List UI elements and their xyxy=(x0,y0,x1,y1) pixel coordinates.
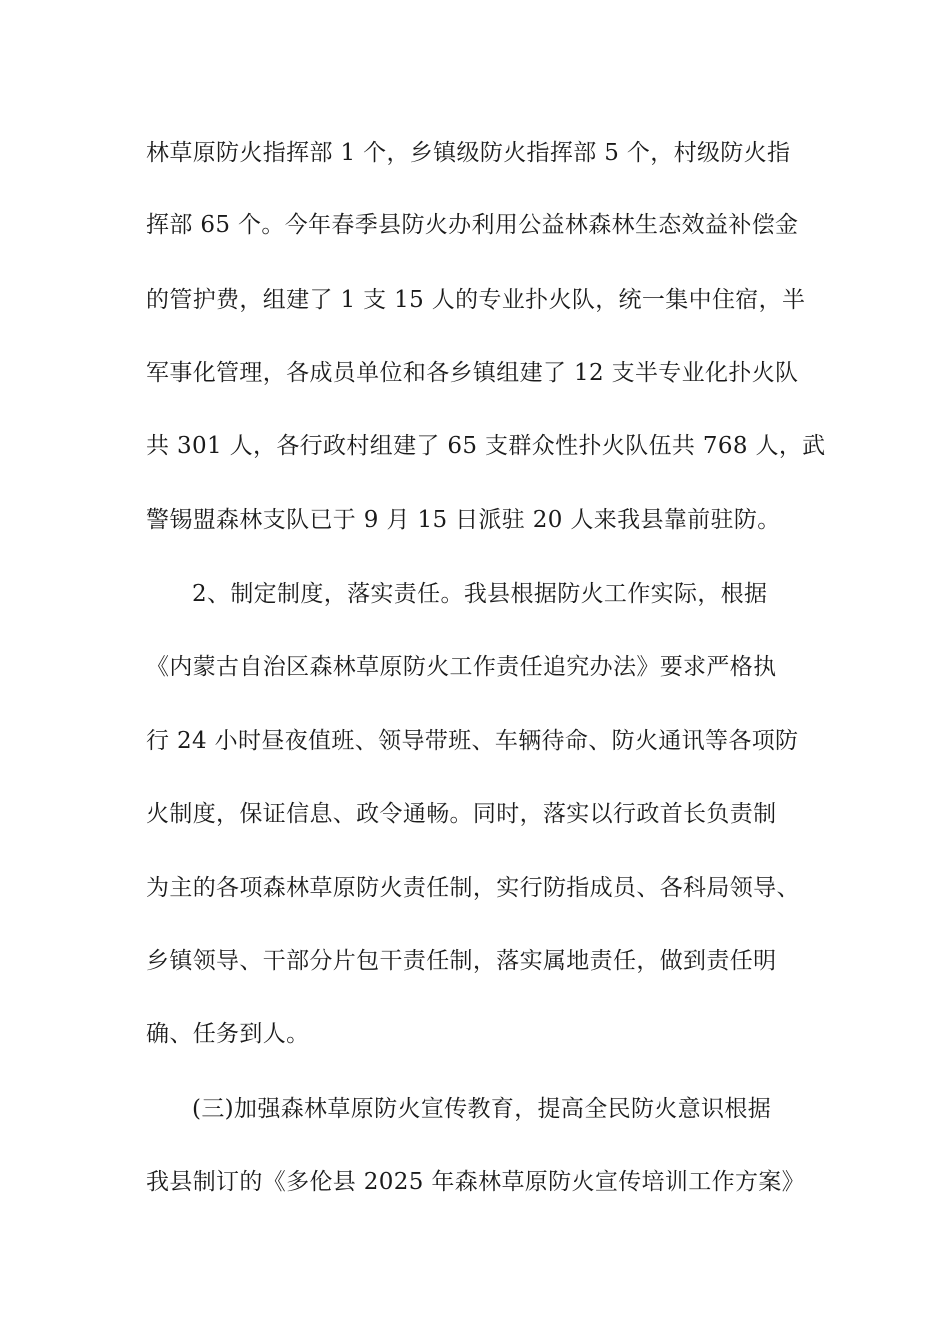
text-line-10: 火制度，保证信息、政令通畅。同时，落实以行政首长负责制 xyxy=(146,801,777,827)
text-line-12: 乡镇领导、干部分片包干责任制，落实属地责任，做到责任明 xyxy=(146,948,777,974)
text-line-5: 共 301 人，各行政村组建了 65 支群众性扑火队伍共 768 人，武 xyxy=(146,433,826,459)
text-line-9: 行 24 小时昼夜值班、领导带班、车辆待命、防火通讯等各项防 xyxy=(146,728,799,754)
text-line-8: 《内蒙古自治区森林草原防火工作责任追究办法》要求严格执 xyxy=(146,654,777,680)
paragraph-heading-2: 2、制定制度，落实责任。我县根据防火工作实际，根据 xyxy=(192,581,768,607)
section-heading-3: (三)加强森林草原防火宣传教育，提高全民防火意识根据 xyxy=(192,1096,772,1122)
text-line-6: 警锡盟森林支队已于 9 月 15 日派驻 20 人来我县靠前驻防。 xyxy=(146,507,781,533)
text-line-2: 挥部 65 个。今年春季县防火办利用公益林森林生态效益补偿金 xyxy=(146,212,799,238)
text-line-15: 我县制订的《多伦县 2025 年森林草原防火宣传培训工作方案》 xyxy=(146,1169,806,1195)
text-line-11: 为主的各项森林草原防火责任制，实行防指成员、各科局领导、 xyxy=(146,875,800,901)
text-line-13: 确、任务到人。 xyxy=(146,1021,310,1047)
text-line-4: 军事化管理，各成员单位和各乡镇组建了 12 支半专业化扑火队 xyxy=(146,360,799,386)
text-line-1: 林草原防火指挥部 1 个，乡镇级防火指挥部 5 个，村级防火指 xyxy=(146,140,791,166)
text-line-3: 的管护费，组建了 1 支 15 人的专业扑火队，统一集中住宿，半 xyxy=(146,287,806,313)
